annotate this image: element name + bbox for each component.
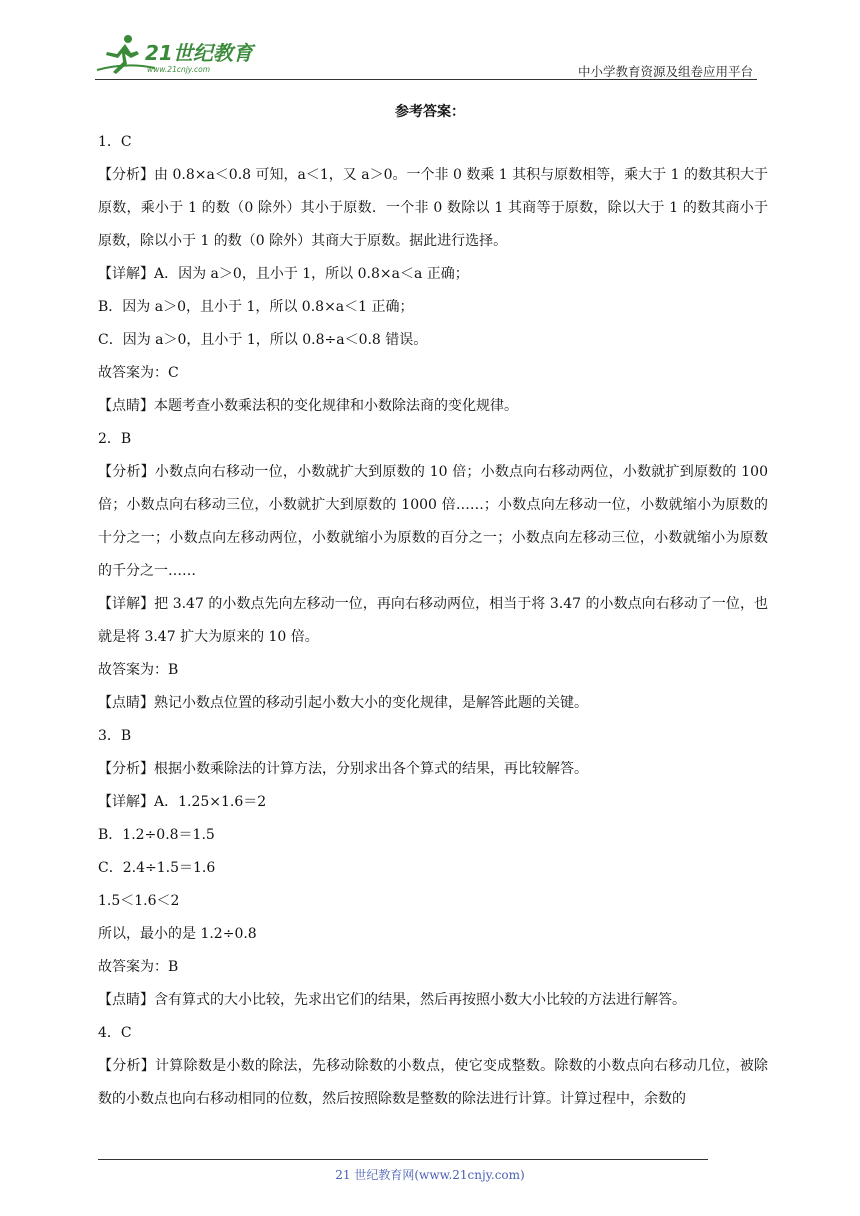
answer-paragraph: 【分析】小数点向右移动一位，小数就扩大到原数的 10 倍；小数点向右移动两位，小数就扩到原数的 100 倍；小数点向右移动三位，小数就扩大到原数的 1000 倍……；小数点向左移动一位，小数就缩小为原数的十分之一；小数点向左移动两位，小数就缩小为原数的百分之一；小数点向左移动三位，小数就缩小为原数的千分之一……: [98, 464, 768, 579]
page-header: [95, 30, 757, 80]
answer-paragraph: 4．C: [98, 1025, 132, 1041]
footer-divider: [98, 1159, 708, 1160]
answer-paragraph: 故答案为：B: [98, 662, 179, 678]
logo: [95, 32, 260, 76]
logo-main-text: 21世纪教育: [145, 41, 253, 65]
answer-paragraph: C．2.4÷1.5＝1.6: [98, 860, 216, 876]
answer-paragraph: 【点睛】本题考查小数乘法积的变化规律和小数除法商的变化规律。: [98, 398, 518, 414]
answer-paragraph: 【点睛】含有算式的大小比较，先求出它们的结果，然后再按照小数大小比较的方法进行解答。: [98, 992, 686, 1008]
answer-paragraph: 【详解】A．1.25×1.6＝2: [98, 794, 267, 810]
answer-paragraph: 【分析】由 0.8×a＜0.8 可知，a＜1，又 a＞0。一个非 0 数乘 1 其积与原数相等，乘大于 1 的数其积大于原数，乘小于 1 的数（0 除外）其小于原数．一个非 0 数除以 1 其商等于原数，除以大于 1 的数其商小于原数，除以小于 1 的数（0 除外）其商大于原数。据此进行选择。: [98, 167, 768, 249]
answer-paragraph: 1.5＜1.6＜2: [98, 893, 180, 909]
answer-paragraph: B．1.2÷0.8＝1.5: [98, 827, 215, 843]
answer-paragraph: 【分析】根据小数乘除法的计算方法，分别求出各个算式的结果，再比较解答。: [98, 761, 588, 777]
answer-paragraph: 【分析】计算除数是小数的除法，先移动除数的小数点，使它变成整数。除数的小数点向右移动几位，被除数的小数点也向右移动相同的位数，然后按照除数是整数的除法进行计算。计算过程中，余数的: [98, 1058, 768, 1107]
answer-content: [98, 126, 768, 1116]
answer-paragraph: 【点睛】熟记小数点位置的移动引起小数大小的变化规律，是解答此题的关键。: [98, 695, 588, 711]
answer-paragraph: 故答案为：C: [98, 365, 179, 381]
answer-paragraph: 2．B: [98, 431, 132, 447]
page-footer: 21 世纪教育网(www.21cnjy.com): [335, 1168, 525, 1182]
answer-paragraph: 1．C: [98, 134, 132, 150]
answer-paragraph: 故答案为：B: [98, 959, 179, 975]
header-divider: [95, 79, 757, 80]
answer-paragraph: 3．B: [98, 728, 132, 744]
logo-sub-text: www.21cnjy.com: [147, 65, 211, 74]
page-title: 参考答案：: [395, 104, 465, 120]
answer-paragraph: 【详解】把 3.47 的小数点先向左移动一位，再向右移动两位，相当于将 3.47 的小数点向右移动了一位，也就是将 3.47 扩大为原来的 10 倍。: [98, 596, 768, 645]
answer-paragraph: 【详解】A．因为 a＞0，且小于 1，所以 0.8×a＜a 正确；: [98, 266, 469, 282]
answer-paragraph: 所以，最小的是 1.2÷0.8: [98, 926, 257, 942]
platform-name: 中小学教育资源及组卷应用平台: [577, 64, 753, 79]
answer-paragraph: C．因为 a＞0，且小于 1，所以 0.8÷a＜0.8 错误。: [98, 332, 428, 348]
answer-paragraph: B．因为 a＞0，且小于 1，所以 0.8×a＜1 正确；: [98, 299, 414, 315]
